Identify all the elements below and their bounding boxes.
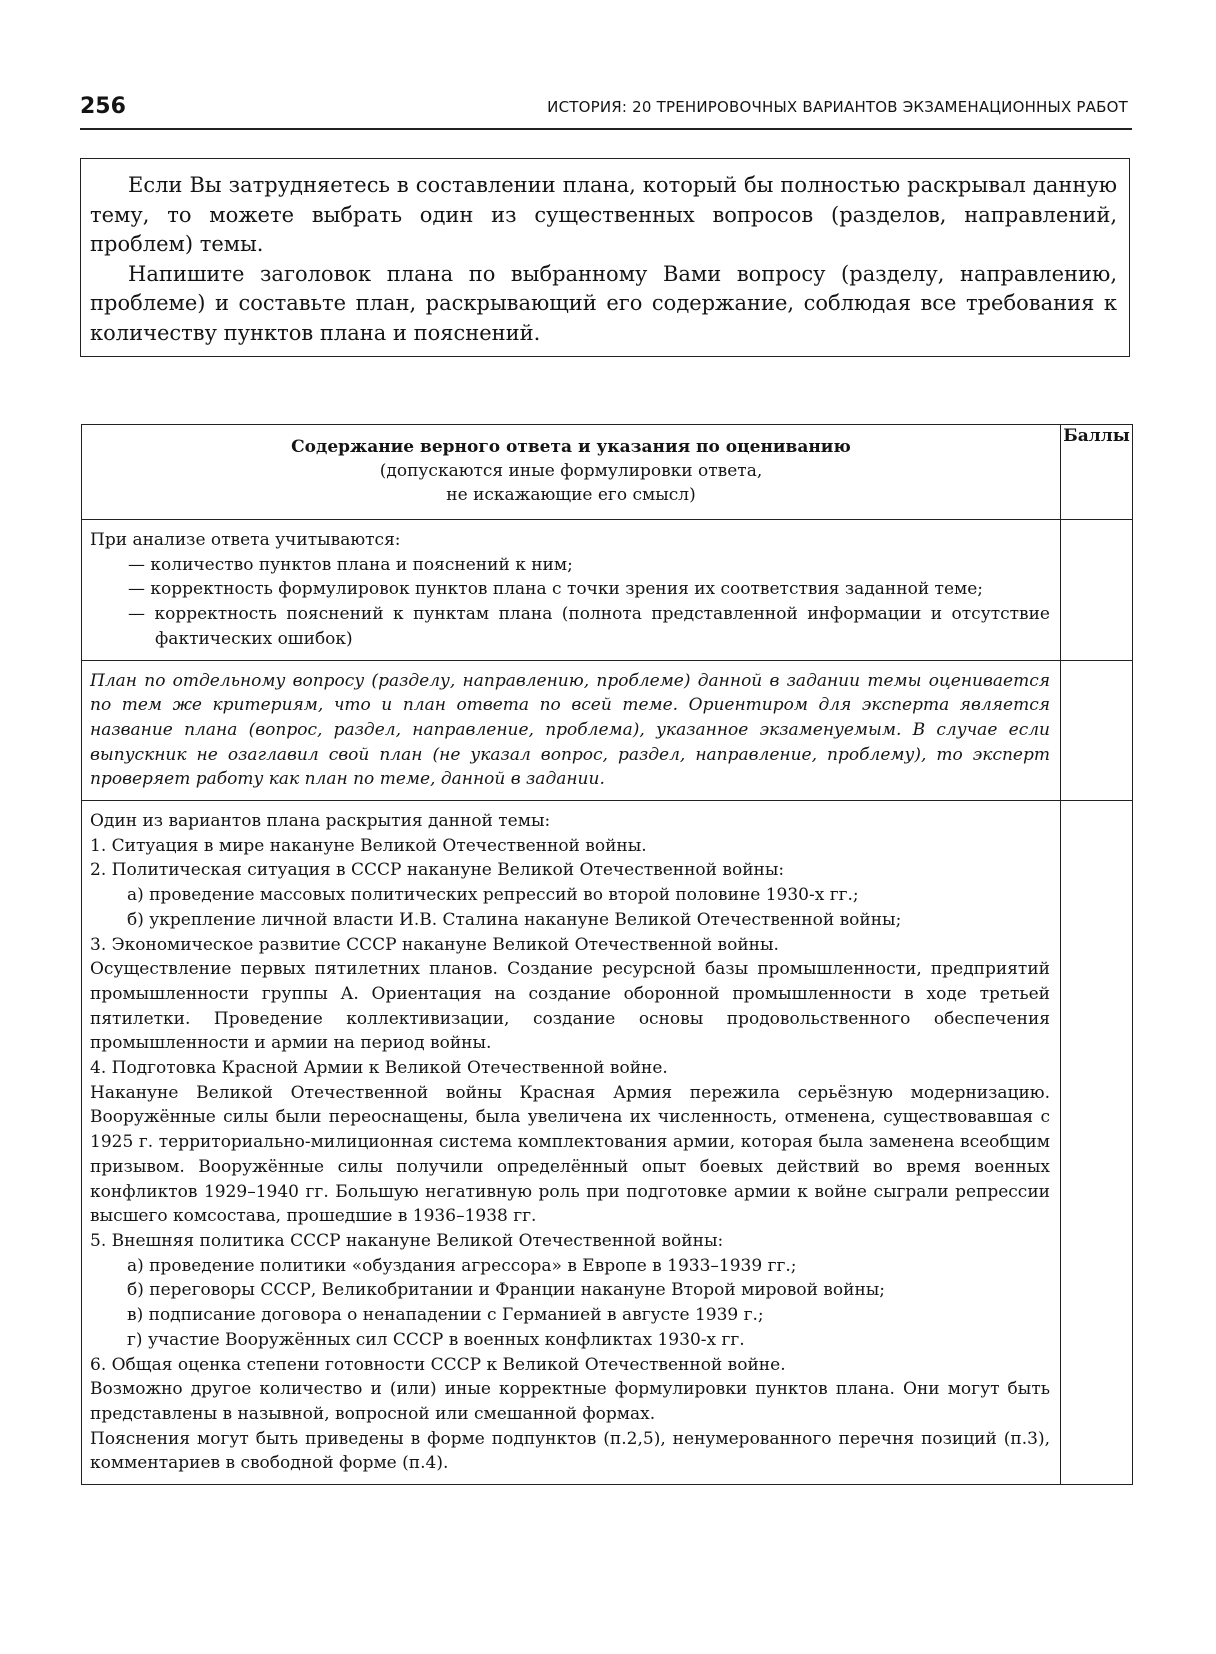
criteria-intro: При анализе ответа учитываются: bbox=[90, 530, 401, 550]
plan-point: 5. Внешняя политика СССР накануне Великой Отечественной войны: bbox=[90, 1230, 724, 1251]
content-header-title: Содержание верного ответа и указания по оцениванию bbox=[291, 437, 851, 457]
plan-subpoint: а) проведение политики «обуздания агрессора» в Европе в 1933–1939 гг.; bbox=[127, 1255, 797, 1276]
plan-subpoint: г) участие Вооружённых сил СССР в военных конфликтах 1930-х гг. bbox=[127, 1329, 745, 1350]
task-paragraph-2: Напишите заголовок плана по выбранному Вами вопросу (разделу, направлению, проблеме) и составьте план, раскрывающий его содержание, соблюдая все требования к количеству пунктов плана и пояснений. bbox=[90, 261, 1117, 345]
note-cell: План по отдельному вопросу (разделу, направлению, проблеме) данной в задании темы оценивается по тем же критериям, что и план ответа по всей теме. Ориентиром для эксперта является название плана (вопрос, раздел, направление, проблема), указанное экзаменуемым. В случае если выпускник не озаглавил свой план (не указал вопрос, раздел, направление, проблему), то эксперт проверяет работу как план по теме, данной в задании. bbox=[82, 660, 1061, 801]
running-title: ИСТОРИЯ: 20 ТРЕНИРОВОЧНЫХ ВАРИАНТОВ ЭКЗАМЕНАЦИОННЫХ РАБОТ bbox=[547, 98, 1128, 116]
task-paragraph-1: Если Вы затрудняетесь в составлении плана, который бы полностью раскрывал данную тему, то можете выбрать один из существенных вопросов (разделов, направлений, проблем) темы. bbox=[90, 173, 1117, 256]
answer-table bbox=[81, 424, 1133, 1485]
plan-explanation: Накануне Великой Отечественной войны Красная Армия пережила серьёзную модернизацию. Вооружённые силы были переоснащены, была увеличена их численность, отменена, существовавшая с 1925 г. территориально-милиционная система комплектования армии, которая была заменена всеобщим призывом. Вооружённые силы получили определённый опыт боевых действий во время военных конфликтов 1929–1940 гг. Большую негативную роль при подготовке армии к войне сыграли репрессии высшего комсостава, прошедшие в 1936–1938 гг. bbox=[90, 1082, 1050, 1227]
table-row bbox=[82, 520, 1133, 661]
plan-point: 6. Общая оценка степени готовности СССР к Великой Отечественной войне. bbox=[90, 1354, 786, 1375]
plan-intro: Один из вариантов плана раскрытия данной темы: bbox=[90, 811, 551, 832]
score-column-header: Баллы bbox=[1061, 425, 1133, 520]
score-cell bbox=[1061, 520, 1133, 661]
plan-point: 1. Ситуация в мире накануне Великой Отечественной войны. bbox=[90, 835, 647, 856]
page-header bbox=[80, 92, 1132, 130]
table-header-row bbox=[82, 425, 1133, 520]
content-header-line-3: не искажающие его смысл) bbox=[446, 485, 696, 505]
plan-subpoint: а) проведение массовых политических репрессий во второй половине 1930-х гг.; bbox=[127, 885, 859, 906]
plan-subpoint: б) укрепление личной власти И.В. Сталина накануне Великой Отечественной войны; bbox=[127, 909, 902, 930]
score-cell bbox=[1061, 660, 1133, 801]
table-row bbox=[82, 660, 1133, 801]
plan-closing-note: Возможно другое количество и (или) иные корректные формулировки пунктов плана. Они могут быть представлены в назывной, вопросной или смешанной формах. bbox=[90, 1379, 1050, 1424]
criteria-item: — количество пунктов плана и пояснений к ним; bbox=[128, 554, 573, 575]
score-cell bbox=[1061, 801, 1133, 1485]
plan-cell bbox=[82, 801, 1061, 1485]
content-header-line-2: (допускаются иные формулировки ответа, bbox=[379, 461, 763, 481]
plan-point: 2. Политическая ситуация в СССР накануне Великой Отечественной войны: bbox=[90, 860, 785, 881]
plan-closing-note: Пояснения могут быть приведены в форме подпунктов (п.2,5), ненумерованного перечня позиций (п.3), комментариев в свободной форме (п.4). bbox=[90, 1428, 1050, 1474]
task-instructions-box bbox=[80, 158, 1130, 357]
table-row bbox=[82, 801, 1133, 1485]
content-column-header bbox=[82, 425, 1061, 520]
criteria-cell bbox=[82, 520, 1061, 661]
plan-subpoint: в) подписание договора о ненападении с Германией в августе 1939 г.; bbox=[127, 1305, 764, 1326]
page-number: 256 bbox=[80, 94, 126, 119]
plan-explanation: Осуществление первых пятилетних планов. Создание ресурсной базы промышленности, предприятий промышленности группы А. Ориентация на создание оборонной промышленности в ходе третьей пятилетки. Проведение коллективизации, создание основы продовольственного обеспечения промышленности и армии на период войны. bbox=[90, 959, 1050, 1054]
criteria-item: — корректность формулировок пунктов плана с точки зрения их соответствия заданной теме; bbox=[128, 579, 984, 600]
plan-point: 4. Подготовка Красной Армии к Великой Отечественной войне. bbox=[90, 1058, 668, 1079]
plan-point: 3. Экономическое развитие СССР накануне Великой Отечественной войны. bbox=[90, 934, 779, 955]
criteria-item: — корректность пояснений к пунктам плана (полнота представленной информации и отсутствие фактических ошибок) bbox=[128, 604, 1050, 649]
plan-subpoint: б) переговоры СССР, Великобритании и Франции накануне Второй мировой войны; bbox=[127, 1280, 886, 1301]
